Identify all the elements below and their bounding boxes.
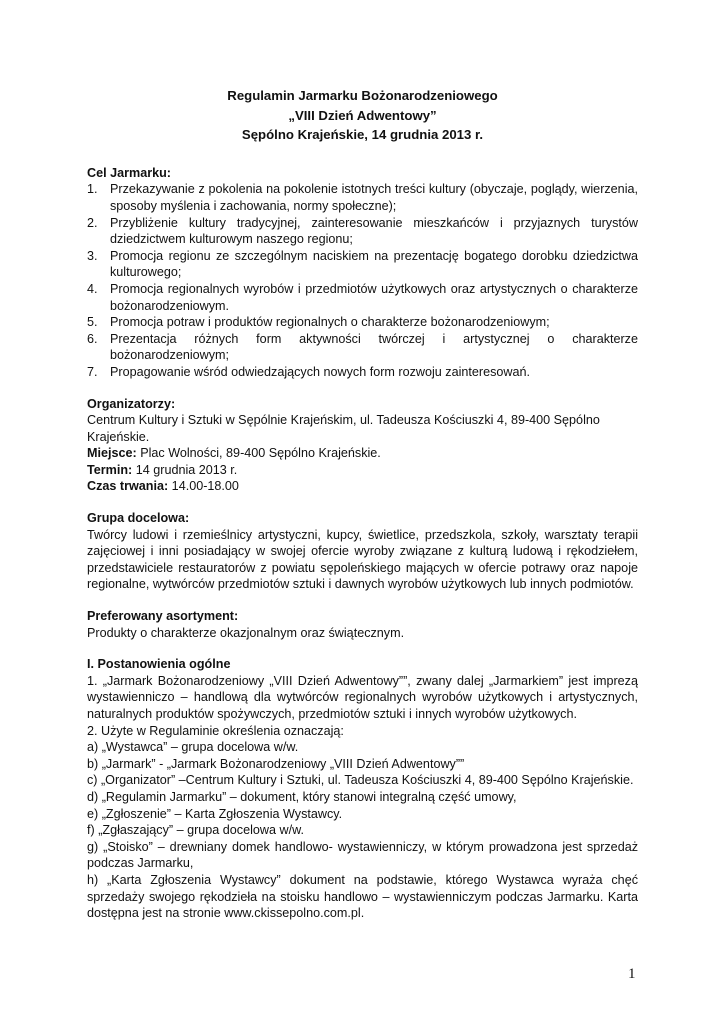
page-number: 1 (628, 966, 636, 982)
provision-paragraph: c) „Organizator” –Centrum Kultury i Sztuki, ul. Tadeusza Kościuszki 4, 89-400 Sępólno Krajeńskie. (87, 773, 634, 788)
assortment-section (87, 608, 638, 641)
goal-number: 4. (87, 281, 98, 296)
target-group-section (87, 510, 638, 593)
date-value: 14 grudnia 2013 r. (132, 462, 238, 477)
place-line (87, 445, 638, 462)
goal-item (87, 181, 638, 214)
goal-number: 6. (87, 331, 98, 346)
target-group-heading: Grupa docelowa: (87, 511, 190, 526)
provision-paragraph: a) „Wystawca” – grupa docelowa w/w. (87, 740, 299, 755)
assortment-heading: Preferowany asortyment: (87, 609, 239, 624)
goal-number: 3. (87, 248, 98, 263)
place-label: Miejsce: (87, 446, 137, 461)
goal-text: Promocja potraw i produktów regionalnych o charakterze bożonarodzeniowym; (110, 315, 550, 330)
goal-number: 2. (87, 215, 98, 230)
provision-paragraph: g) „Stoisko” – drewniany domek handlowo- wystawienniczy, w którym prowadzona jest sprzedaż podczas Jarmarku, (87, 839, 638, 871)
provision-paragraph: 1. „Jarmark Bożonarodzeniowy „VIII Dzień Adwentowy””, zwany dalej „Jarmarkiem” jest imprezą wystawienniczo – handlową dla wytwórców regionalnych wyrobów użytkowych i artystycznych, naturalnych produktów spożywczych, przedmiotów sztuki i innych wyrobów użytkowych. (87, 673, 638, 721)
document-body (87, 86, 638, 937)
organizers-heading: Organizatorzy: (87, 396, 176, 411)
goal-text: Promocja regionalnych wyrobów i przedmiotów użytkowych oraz artystycznych o charakterze bożonarodzeniowym. (110, 281, 638, 313)
assortment-text: Produkty o charakterze okazjonalnym oraz świątecznym. (87, 625, 405, 640)
goal-text: Przybliżenie kultury tradycyjnej, zainteresowanie mieszkańców i przyjaznych turystów dziedzictwem kulturowym naszego regionu; (110, 215, 638, 247)
goal-number: 5. (87, 315, 98, 330)
place-value: Plac Wolności, 89-400 Sępólno Krajeńskie. (136, 446, 381, 461)
document-title (87, 86, 638, 145)
goal-item (87, 281, 638, 314)
provision-paragraph: b) „Jarmark” - „Jarmark Bożonarodzeniowy „VIII Dzień Adwentowy”” (87, 756, 465, 771)
date-label: Termin: (87, 462, 133, 477)
goal-number: 7. (87, 364, 98, 379)
duration-value: 14.00-18.00 (168, 479, 239, 494)
organizers-section (87, 396, 638, 496)
title-line-1: Regulamin Jarmarku Bożonarodzeniowego (227, 88, 498, 103)
general-provisions-heading: I. Postanowienia ogólne (87, 657, 231, 672)
provision-paragraph: d) „Regulamin Jarmarku” – dokument, który stanowi integralną część umowy, (87, 789, 517, 804)
duration-line (87, 478, 638, 495)
provision-paragraph: h) „Karta Zgłoszenia Wystawcy” dokument na podstawie, którego Wystawca wyraża chęć sprzedaży swojego rękodzieła na stoisku handlowo – wystawienniczym podczas Jarmarku. Karta dostępna jest na stronie www.ckissepolno.com.pl. (87, 872, 638, 921)
goal-text: Przekazywanie z pokolenia na pokolenie istotnych treści kultury (obyczaje, poglądy, wierzenia, sposoby myślenia i zachowania, normy społeczne); (110, 182, 638, 213)
title-line-3: Sępólno Krajeńskie, 14 grudnia 2013 r. (241, 127, 484, 143)
goals-heading: Cel Jarmarku: (87, 165, 171, 180)
goal-number: 1. (87, 182, 98, 197)
provision-paragraph: f) „Zgłaszający” – grupa docelowa w/w. (87, 823, 304, 838)
duration-label: Czas trwania: (87, 479, 169, 494)
goal-text: Prezentacja różnych form aktywności twórczej i artystycznej o charakterze bożonarodzeniowym; (110, 331, 638, 363)
goal-item (87, 364, 638, 381)
provision-paragraph: e) „Zgłoszenie” – Karta Zgłoszenia Wystawcy. (87, 806, 343, 821)
goal-item (87, 248, 638, 281)
date-line (87, 462, 638, 479)
goals-list (87, 181, 638, 380)
provision-paragraph: 2. Użyte w Regulaminie określenia oznaczają: (87, 723, 344, 738)
goal-item (87, 314, 638, 331)
goal-item (87, 215, 638, 248)
organizers-text: Centrum Kultury i Sztuki w Sępólnie Krajeńskim, ul. Tadeusza Kościuszki 4, 89-400 Sępólno Krajeńskie. (87, 413, 600, 444)
title-line-2: „VIII Dzień Adwentowy” (288, 107, 437, 123)
general-provisions-section (87, 656, 638, 922)
goal-item (87, 331, 638, 364)
target-group-text: Twórcy ludowi i rzemieślnicy artystyczni, kupcy, świetlice, przedszkola, szkoły, warsztaty terapii zajęciowej i inni posiadający w swojej ofercie wyroby związane z kulturą ludową i rękodziełem, przedstawiciele restauratorów z powiatu sępoleńskiego mających w ofercie potrawy oraz napoje regionalne, wytwórców przedmiotów sztuki i dawnych wyrobów użytkowych lub innych podmiotów. (87, 527, 638, 592)
goal-text: Propagowanie wśród odwiedzających nowych form rozwoju zainteresowań. (110, 364, 531, 379)
goal-text: Promocja regionu ze szczególnym naciskiem na prezentację bogatego dorobku dziedzictwa kulturowego; (110, 248, 638, 280)
goals-section (87, 165, 638, 381)
